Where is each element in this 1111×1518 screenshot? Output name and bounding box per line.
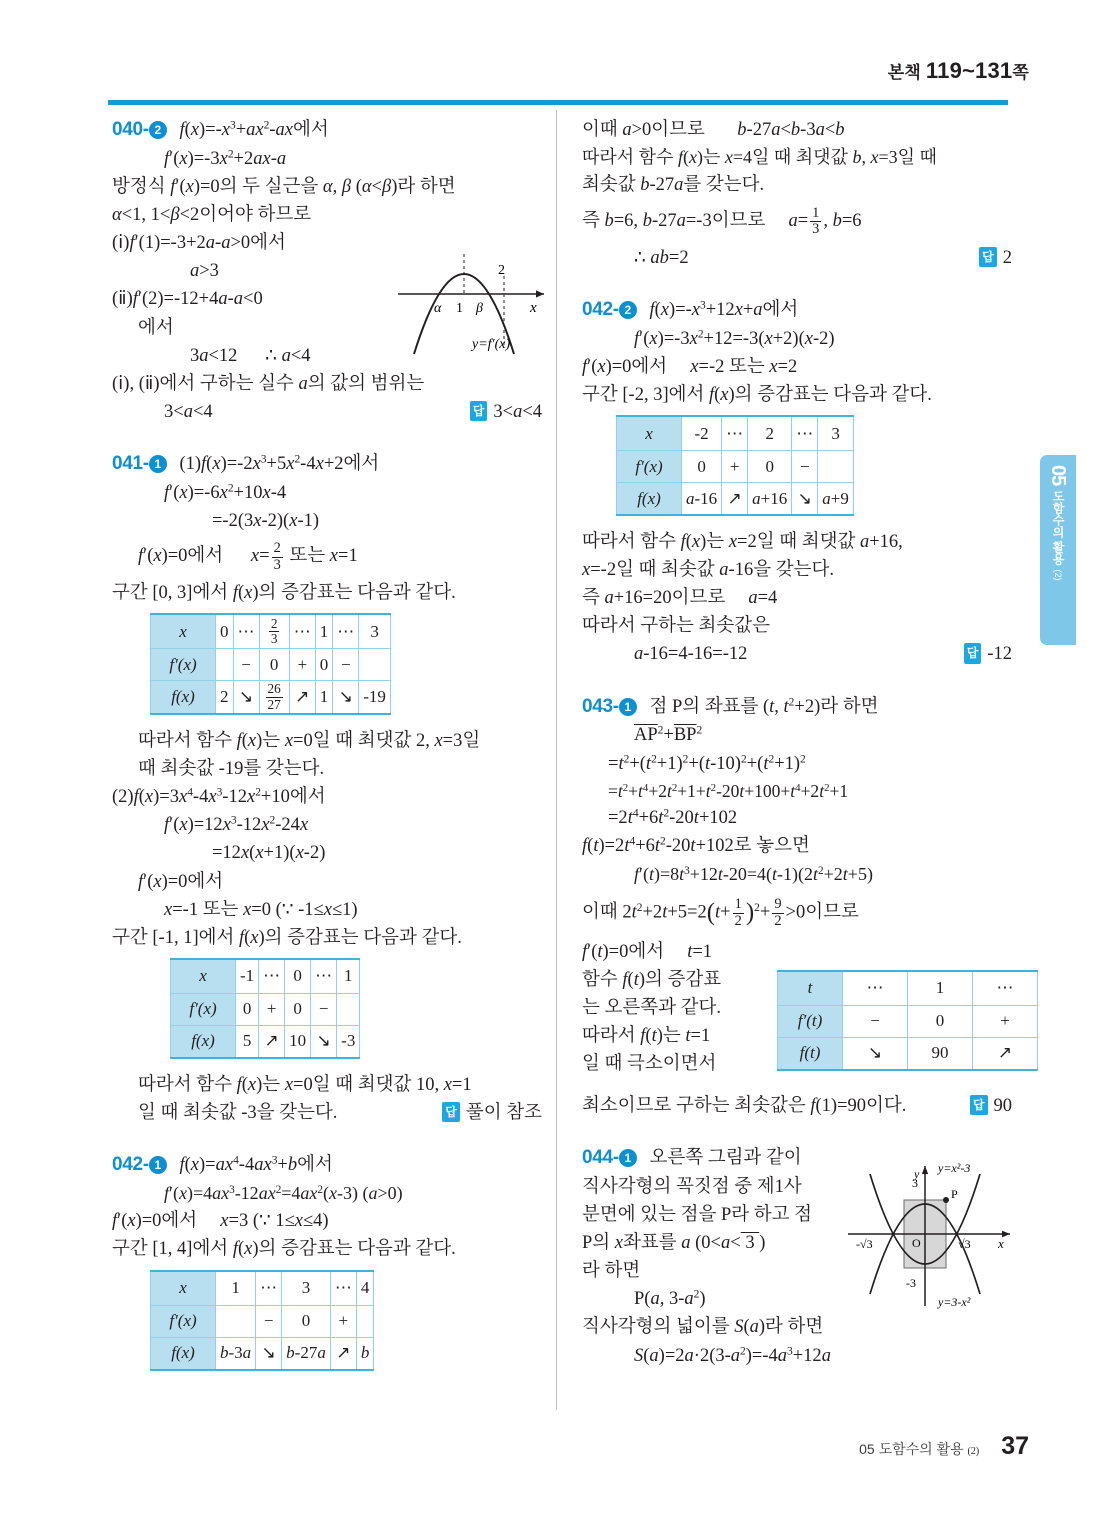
q042b-circle: 2 — [619, 301, 637, 319]
cell: 0 — [285, 993, 311, 1025]
cell: -3 — [337, 1025, 360, 1058]
svg-text:√3: √3 — [958, 1237, 971, 1252]
q043-answer: 답 90 — [970, 1092, 1012, 1120]
q040-line-4: (ⅰ)f′(1)=-3+2a-a>0에서 — [112, 233, 286, 254]
cell: + — [289, 649, 315, 681]
cell — [818, 451, 854, 483]
q040-circle: 2 — [149, 121, 167, 139]
q044-line-1: 직사각형의 꼭짓점 중 제1사 — [582, 1176, 802, 1197]
svg-text:P: P — [951, 1187, 958, 1202]
cell: − — [843, 1005, 908, 1037]
q043-line-3: $=t^2+t^4+2t^2+1+t^2-20t+100+t^4+2t^2+1$ — [608, 780, 849, 801]
svg-text:O: O — [912, 1236, 921, 1251]
header-prefix: 본책 — [887, 63, 926, 82]
chapter-side-tab — [1040, 455, 1076, 645]
q040-answer: 답 3<a<4 — [470, 398, 542, 426]
cell: ⋯ — [330, 1271, 356, 1306]
q043-final: 최소이므로 구하는 최솟값은 f(1)=90이다. 답 90 — [582, 1092, 1012, 1120]
q043-circle: 1 — [619, 698, 637, 716]
cell-head-f: f(x) — [617, 483, 682, 516]
q043-line-1: $\overline{AP}^2+\overline{BP}^2$ — [634, 725, 703, 746]
cell-head-f-t: f(t) — [778, 1037, 843, 1070]
table-042-1 — [150, 1270, 374, 1371]
cell: + — [973, 1005, 1038, 1037]
header-pages: 119~131 — [925, 58, 1013, 83]
page-footer — [0, 1432, 1111, 1461]
q041-line-9: x=-1 또는 x=0 (∵ -1≤x≤1) — [164, 899, 358, 920]
cell: a-16 — [682, 483, 722, 516]
q040-line-3: α<1, 1<β<2이어야 하므로 — [112, 205, 312, 226]
cell: 2 — [748, 416, 792, 451]
cell: ⋯ — [843, 971, 908, 1006]
q042b-after-3: 따라서 구하는 최솟값은 — [582, 616, 770, 637]
cell: 3 — [359, 614, 391, 649]
cell-head-fprime: f′(x) — [171, 993, 236, 1025]
q042-1-answer: 답 2 — [979, 244, 1012, 272]
cell: ↘ — [233, 681, 259, 714]
cell: 5 — [236, 1025, 259, 1058]
table-row — [617, 483, 854, 516]
q043-line-2: $=t^2+(t^2+1)^2+(t-10)^2+(t^2+1)^2$ — [608, 753, 806, 774]
q044-circle: 1 — [619, 1149, 637, 1167]
cell: b — [356, 1337, 374, 1370]
cell-head-f: f(x) — [151, 681, 216, 714]
solution-042-2 — [582, 296, 1012, 669]
cell: a+9 — [818, 483, 854, 516]
cell-head-fprime: f′(x) — [151, 649, 216, 681]
cell: a+16 — [748, 483, 792, 516]
solution-042-1-continued — [582, 116, 1012, 272]
cell: 0 — [315, 649, 333, 681]
q041-line-2: =-2(3x-2)(x-1) — [212, 510, 320, 531]
svg-text:x: x — [530, 300, 537, 316]
q043-side-0: 함수 f(t)의 증감표 — [582, 969, 722, 990]
solution-044 — [582, 1144, 1012, 1370]
q040-line-8: 3a<12 ∴ a<4 — [190, 345, 311, 366]
q042b-heading — [582, 296, 1012, 325]
cell: 0 — [285, 959, 311, 994]
header-suffix: 쪽 — [1012, 63, 1029, 82]
cell-head-fprime-t: f′(t) — [778, 1005, 843, 1037]
q042a-cont-2: 최솟값 b-27a를 갖는다. — [582, 175, 765, 196]
cell — [356, 1305, 374, 1337]
q042b-after-0: 따라서 함수 f(x)는 x=2일 때 최댓값 a+16, — [582, 532, 903, 553]
q044-line-6: 직사각형의 넓이를 S(a)라 하면 — [582, 1317, 824, 1338]
cell-head-fprime: f′(x) — [151, 1305, 216, 1337]
solution-042-1 — [112, 1151, 542, 1370]
q044-line-5: P(a, $3-a^2$) — [634, 1289, 706, 1310]
q041-heading — [112, 450, 542, 479]
cell: 0 — [748, 451, 792, 483]
cell: ↘ — [311, 1025, 337, 1058]
cell: 0 — [236, 993, 259, 1025]
solution-041 — [112, 450, 542, 1127]
cell — [337, 993, 360, 1025]
header-reference — [888, 58, 1029, 84]
q042b-after-4: a-16=4-16=-12 답 -12 — [582, 640, 1012, 668]
q042a-cont-1: 따라서 함수 f(x)는 x=4일 때 최댓값 b, x=3일 때 — [582, 147, 937, 168]
cell: ⋯ — [256, 1271, 282, 1306]
cell: 0 — [908, 1005, 973, 1037]
cell: ↗ — [289, 681, 315, 714]
right-column — [582, 116, 1012, 1370]
figure-044-graph — [842, 1154, 1020, 1314]
cell — [216, 649, 234, 681]
cell: ↘ — [792, 483, 818, 516]
cell: + — [330, 1305, 356, 1337]
svg-text:β: β — [476, 301, 483, 316]
cell: ↗ — [330, 1337, 356, 1370]
q041-line-6: $f'(x)=12x^3-12x^2-24x$ — [164, 814, 309, 836]
table-row — [778, 1037, 1038, 1070]
svg-text:2: 2 — [498, 263, 505, 278]
cell: 1 — [315, 681, 333, 714]
footer-page-number: 37 — [1001, 1432, 1029, 1460]
table-row — [151, 614, 391, 649]
header-rule — [108, 100, 1008, 105]
cell: ↘ — [256, 1337, 282, 1370]
cell: ⋯ — [289, 614, 315, 649]
table-row — [151, 1337, 374, 1370]
table-043 — [777, 970, 1038, 1071]
cell: ⋯ — [333, 614, 359, 649]
table-041-1 — [150, 613, 391, 715]
figure-040-parabola — [394, 236, 554, 356]
q043-line-8: f′(t)=0에서 t=1 — [582, 941, 713, 962]
solution-043 — [582, 693, 1012, 1120]
cell — [359, 649, 391, 681]
table-row — [171, 993, 360, 1025]
side-tab-sub: (2) — [1053, 569, 1063, 581]
cell: 2 — [216, 681, 234, 714]
table-row — [171, 1025, 360, 1058]
cell: -19 — [359, 681, 391, 714]
q041-answer: 답 풀이 참조 — [442, 1099, 542, 1127]
column-divider — [556, 110, 557, 1410]
svg-text:-√3: -√3 — [856, 1237, 873, 1252]
table-041-2 — [170, 958, 360, 1059]
q042a-heading — [112, 1151, 542, 1180]
q042b-after-1: x=-2일 때 최솟값 a-16을 갖는다. — [582, 560, 834, 581]
cell: $\frac{26}{27}$ — [259, 681, 289, 714]
svg-text:x: x — [998, 1236, 1004, 1252]
q043-heading — [582, 693, 1012, 722]
q042a-line-1: $f'(x)=4ax^3-12ax^2=4ax^2(x-3)$ (a>0) — [164, 1182, 403, 1203]
cell: 0 — [259, 649, 289, 681]
q040-line-6: (ⅱ)f′(2)=-12+4a-a<0 — [112, 289, 263, 310]
cell: ↗ — [722, 483, 748, 516]
side-tab-label: 도함수의 활용 — [1051, 489, 1065, 566]
q041-after2-0: 따라서 함수 f(x)는 x=0일 때 최댓값 10, x=1 — [138, 1074, 472, 1095]
cell: 1 — [216, 1271, 256, 1306]
q042a-line-2: f′(x)=0에서 x=3 (∵ 1≤x≤4) — [112, 1211, 329, 1232]
cell: ⋯ — [973, 971, 1038, 1006]
table-row — [151, 1305, 374, 1337]
q041-after-0: 따라서 함수 f(x)는 x=0일 때 최댓값 2, x=3일 — [138, 730, 481, 751]
cell-head-x: x — [151, 1271, 216, 1306]
cell: -1 — [236, 959, 259, 994]
table-row — [617, 416, 854, 451]
q040-line-1: $f'(x)=-3x^2+2ax-a$ — [164, 148, 287, 169]
q042b-line-2: f′(x)=0에서 x=-2 또는 x=2 — [582, 356, 798, 377]
table-row — [171, 959, 360, 994]
q042a-line-0: $f(x)=ax^4-4ax^3+b$에서 — [179, 1154, 333, 1176]
q041-line-5: $(2)f(x)=3x^4-4x^3-12x^2+10$에서 — [112, 786, 326, 808]
q041-after-1: 때 최솟값 -19를 갖는다. — [138, 759, 325, 780]
table-row — [151, 649, 391, 681]
q041-line-4: 구간 [0, 3]에서 f(x)의 증감표는 다음과 같다. — [112, 583, 456, 604]
cell: − — [792, 451, 818, 483]
q042b-line-1: $f'(x)=-3x^2+12=-3(x+2)(x-2)$ — [634, 328, 835, 349]
cell-head-t: t — [778, 971, 843, 1006]
table-042-2 — [616, 415, 854, 516]
cell: + — [259, 993, 285, 1025]
q044-line-0: 오른쪽 그림과 같이 — [649, 1148, 802, 1169]
q041-number: 041- — [112, 452, 149, 474]
q043-side-3: 일 때 극소이면서 — [582, 1054, 717, 1075]
cell: 0 — [682, 451, 722, 483]
q042a-number: 042- — [112, 1154, 149, 1176]
cell: ⋯ — [311, 959, 337, 994]
cell: 3 — [282, 1271, 331, 1306]
cell: ↗ — [973, 1037, 1038, 1070]
q044-line-2: 분면에 있는 점을 P라 하고 점 — [582, 1205, 812, 1225]
table-row — [151, 1271, 374, 1306]
q042b-line-0: $f(x)=-x^3+12x+a$에서 — [649, 299, 799, 320]
q041-line-7: =12x(x+1)(x-2) — [212, 843, 326, 864]
q040-line-9: (ⅰ), (ⅱ)에서 구하는 실수 a의 값의 범위는 — [112, 373, 425, 394]
q043-line-6: $f'(t)=8t^3+12t-20=4(t-1)(2t^2+2t+5)$ — [634, 863, 873, 884]
q043-line-5: $f(t)=2t^4+6t^2-20t+102$로 놓으면 — [582, 836, 810, 857]
cell: ⋯ — [233, 614, 259, 649]
q041-line-0: $(1)f(x)=-2x^3+5x^2-4x+2$에서 — [179, 453, 380, 474]
q041-after2-1: 일 때 최솟값 -3을 갖는다. 답 풀이 참조 — [112, 1099, 542, 1127]
cell-head-x: x — [151, 614, 216, 649]
cell: ⋯ — [259, 959, 285, 994]
svg-text:-3: -3 — [906, 1276, 916, 1291]
svg-text:y: y — [914, 1167, 920, 1182]
q040-line-7: 에서 — [138, 317, 174, 338]
cell-head-x: x — [171, 959, 236, 994]
q043-line-4: $=2t^4+6t^2-20t+102$ — [608, 807, 738, 829]
cell: 10 — [285, 1025, 311, 1058]
q040-line-0: $f(x)=-x^3+ax^2-ax$에서 — [179, 119, 329, 140]
cell: ↗ — [259, 1025, 285, 1058]
cell: $\frac{2}{3}$ — [259, 614, 289, 649]
cell: ⋯ — [722, 416, 748, 451]
q043-line-0: 점 P의 좌표를 (t, $t^2+2$)라 하면 — [649, 696, 879, 717]
q040-number: 040- — [112, 119, 149, 140]
cell: 0 — [282, 1305, 331, 1337]
svg-text:y=f′(x): y=f′(x) — [472, 337, 511, 352]
cell: − — [333, 649, 359, 681]
cell: b-27a — [282, 1337, 331, 1370]
cell: 1 — [908, 971, 973, 1006]
q042b-after-2: 즉 a+16=20이므로 a=4 — [582, 588, 778, 609]
q043-table-block — [582, 966, 1012, 1092]
q043-number: 043- — [582, 695, 619, 717]
q042a-cont-3: 즉 b=6, b-27a=-3이므로 a= $\frac{1}{3}$ , b=6 — [582, 204, 862, 238]
q040-heading — [112, 116, 542, 145]
q042a-circle: 1 — [149, 1156, 167, 1174]
svg-text:α: α — [434, 301, 442, 316]
q042a-cont-4: ∴ ab=2 답 2 — [582, 244, 1012, 272]
cell: b-3a — [216, 1337, 256, 1370]
table-row — [617, 451, 854, 483]
cell: 1 — [315, 614, 333, 649]
svg-text:3: 3 — [912, 1176, 918, 1191]
q042b-line-3: 구간 [-2, 3]에서 f(x)의 증감표는 다음과 같다. — [582, 384, 932, 405]
svg-text:y=x²-3: y=x²-3 — [938, 1161, 971, 1176]
q041-line-1: $f'(x)=-6x^2+10x-4$ — [164, 482, 287, 503]
q041-line-10: 구간 [-1, 1]에서 f(x)의 증감표는 다음과 같다. — [112, 927, 462, 948]
cell: − — [256, 1305, 282, 1337]
q042a-line-3: 구간 [1, 4]에서 f(x)의 증감표는 다음과 같다. — [112, 1239, 456, 1260]
svg-text:y=3-x²: y=3-x² — [938, 1295, 971, 1310]
cell-head-fprime: f′(x) — [617, 451, 682, 483]
q040-line-5: a>3 — [190, 261, 219, 282]
q044-line-7: $S(a)=2a\cdot 2(3-a^2)=-4a^3+12a$ — [634, 1345, 831, 1366]
cell: − — [233, 649, 259, 681]
footer-chapter-sub: (2) — [967, 1446, 980, 1457]
q043-line-7: 이때 $2t^2+2t+5=2(t+$ $\frac{1}{2}$ )$^2$+ $\frac{9}{2}$ >0이므로 — [582, 896, 859, 929]
page-header — [0, 58, 1111, 100]
footer-chapter: 05 도함수의 활용 — [859, 1441, 968, 1457]
q040-line-10: 3<a<4 답 3<a<4 — [112, 398, 542, 426]
cell: -2 — [682, 416, 722, 451]
q043-side-1: 는 오른쪽과 같다. — [582, 998, 721, 1019]
q042a-cont-0: 이때 a>0이므로 b-27a<b-3a<b — [582, 120, 845, 140]
cell-head-f: f(x) — [171, 1025, 236, 1058]
left-column — [112, 116, 542, 1371]
solution-040 — [112, 116, 542, 426]
cell — [216, 1305, 256, 1337]
q041-circle: 1 — [149, 455, 167, 473]
cell: − — [311, 993, 337, 1025]
table-row — [151, 681, 391, 714]
q044-line-3: P의 x좌표를 a (0<a< 3 ) — [582, 1233, 766, 1254]
cell: 3 — [818, 416, 854, 451]
cell: 1 — [337, 959, 360, 994]
cell: 0 — [216, 614, 234, 649]
table-row — [778, 971, 1038, 1006]
q040-line-2: 방정식 f′(x)=0의 두 실근을 α, β (α<β)라 하면 — [112, 176, 456, 197]
cell: 90 — [908, 1037, 973, 1070]
table-row — [778, 1005, 1038, 1037]
q043-side-2: 따라서 f(t)는 t=1 — [582, 1026, 711, 1047]
cell: 4 — [356, 1271, 374, 1306]
svg-text:1: 1 — [456, 301, 463, 316]
q042-2-answer: 답 -12 — [964, 640, 1012, 668]
q041-line-3: f′(x)=0에서 x= $\frac{2}{3}$ 또는 x=1 — [138, 540, 358, 573]
q044-number: 044- — [582, 1147, 619, 1169]
side-tab-number: 05 — [1047, 465, 1069, 486]
cell-head-x: x — [617, 416, 682, 451]
q041-line-8: f′(x)=0에서 — [138, 871, 224, 892]
cell-head-f: f(x) — [151, 1337, 216, 1370]
cell: ⋯ — [792, 416, 818, 451]
q044-line-4: 라 하면 — [582, 1261, 641, 1282]
cell: ↘ — [333, 681, 359, 714]
cell: + — [722, 451, 748, 483]
q042b-number: 042- — [582, 298, 619, 320]
cell: ↘ — [843, 1037, 908, 1070]
